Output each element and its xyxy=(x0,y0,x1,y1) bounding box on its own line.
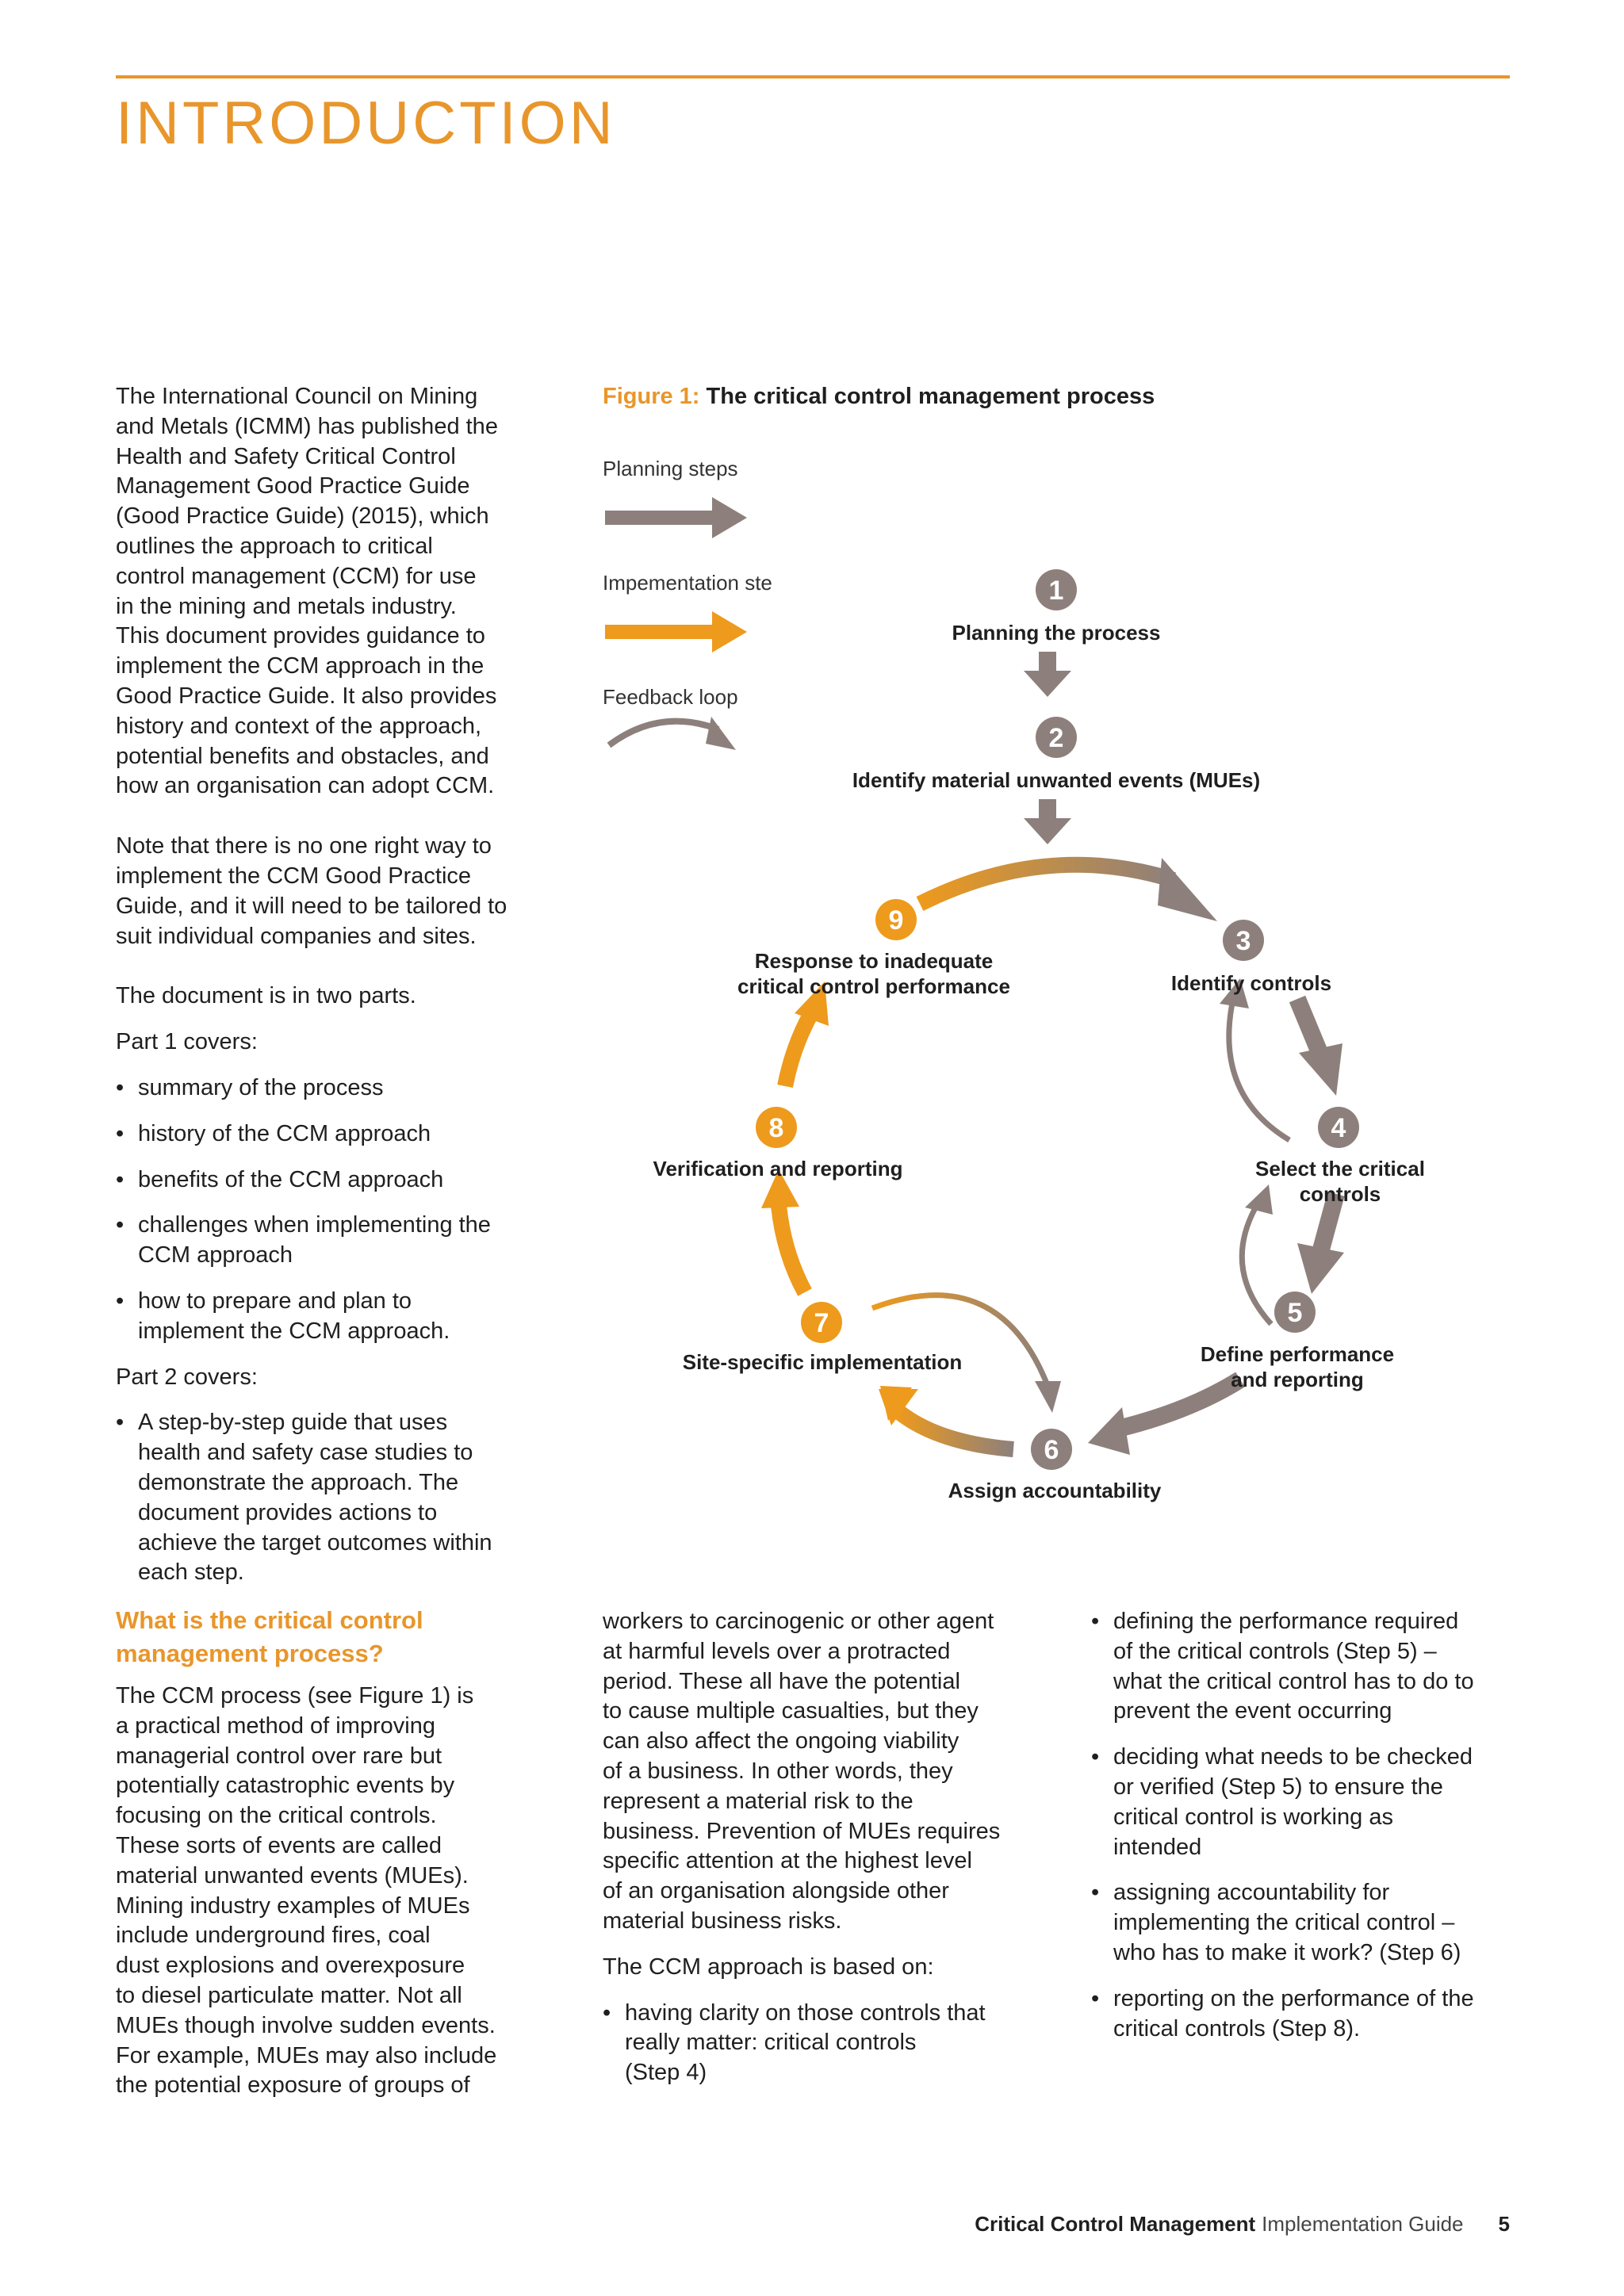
part1-list xyxy=(116,1073,544,1347)
ccm-paragraph-1: The CCM process (see Figure 1) is a practical method of improving managerial control over rare but potentially catastrophic events by focusing on the critical controls. These sorts of events are called material unwanted events (MUEs). Mining industry examples of MUEs include underground fires, coal dust explosions and overexposure to diesel particulate matter. Not all MUEs though involve sudden events. For example, MUEs may also include the potential exposure of groups of xyxy=(116,1683,497,2099)
footer-subtitle: Implementation Guide xyxy=(1262,2212,1464,2236)
figure-1 xyxy=(603,381,1515,1522)
intro-paragraph-3: The document is in two parts. xyxy=(116,983,416,1009)
arrow-1-to-2 xyxy=(1024,652,1071,697)
arrow-3-to-4 xyxy=(1297,999,1342,1096)
feedback-4-to-3 xyxy=(1220,978,1289,1140)
step-9-badge xyxy=(875,899,917,940)
middle-paragraph-2: The CCM approach is based on: xyxy=(603,1954,934,1980)
step-4-badge xyxy=(1318,1107,1359,1148)
legend-implementation-label: Impementation ste xyxy=(603,571,772,595)
list-item: • assigning accountability for implementing the critical control – who has to make it work? (Step 6) xyxy=(1091,1878,1519,1968)
list-item: • A step-by-step guide that uses health and safety case studies to demonstrate the approach. The document provides actions to achieve the target outcomes within each step. xyxy=(116,1408,544,1588)
footer-title: Critical Control Management xyxy=(975,2212,1256,2236)
step-8-number: 8 xyxy=(768,1113,784,1143)
step-5-label: Define performance and reporting xyxy=(1200,1342,1395,1391)
step-2-label: Identify material unwanted events (MUEs) xyxy=(852,768,1261,792)
figure-caption: The critical control management process xyxy=(706,384,1155,409)
list-item: • defining the performance required of the critical controls (Step 5) – what the critical control has to do to prevent the event occurring xyxy=(1091,1607,1519,1727)
step-8-label: Verification and reporting xyxy=(653,1157,903,1181)
right-list xyxy=(1091,1607,1519,2044)
step-7-badge xyxy=(801,1302,842,1343)
legend-implementation-arrow xyxy=(605,611,747,652)
list-item: • having clarity on those controls that really matter: critical controls (Step 4) xyxy=(603,1999,1055,2088)
arrow-9-to-3 xyxy=(920,858,1217,921)
arrow-7-to-8 xyxy=(761,1169,805,1292)
arrow-6-to-7 xyxy=(879,1386,1013,1449)
intro-paragraph-1: The International Council on Mining and Metals (ICMM) has published the Health and Safety Critical Control Management Good Practice Guide (Good Practice Guide) (2015), which outlines the approach to critical control management (CCM) for use in the mining and metals industry. This document provides guidance to implement the CCM approach in the Good Practice Guide. It also provides history and context of the approach, potential benefits and obstacles, and how an organisation can adopt CCM. xyxy=(116,384,498,799)
step-6-number: 6 xyxy=(1044,1435,1059,1465)
arrow-4-to-5 xyxy=(1297,1194,1344,1294)
step-3-badge xyxy=(1223,920,1264,961)
header-rule xyxy=(116,75,1510,78)
right-column xyxy=(1091,1607,1519,2060)
step-7-number: 7 xyxy=(814,1308,829,1338)
step-3-label: Identify controls xyxy=(1170,971,1332,995)
part2-heading: Part 2 covers: xyxy=(116,1364,258,1390)
list-item: • deciding what needs to be checked or verified (Step 5) to ensure the critical control is working as intended xyxy=(1091,1743,1519,1862)
step-9-label: Response to inadequate critical control performance xyxy=(737,949,1010,998)
section-subheading: What is the critical control management process? xyxy=(116,1606,423,1668)
step-7-label: Site-specific implementation xyxy=(682,1350,963,1374)
step-1-badge xyxy=(1036,569,1077,610)
step-9-number: 9 xyxy=(888,905,904,936)
arrow-2-to-cycle xyxy=(1024,799,1071,844)
step-2-number: 2 xyxy=(1048,723,1064,753)
step-5-number: 5 xyxy=(1287,1298,1303,1328)
middle-column xyxy=(603,1607,1055,2104)
legend-planning-label: Planning steps xyxy=(603,457,738,480)
step-6-badge xyxy=(1031,1429,1072,1470)
step-5-badge xyxy=(1274,1292,1316,1333)
list-item: • reporting on the performance of the critical controls (Step 8). xyxy=(1091,1984,1519,2045)
middle-list xyxy=(603,1999,1055,2088)
step-4-label: Select the critical controls xyxy=(1255,1157,1425,1206)
page-footer xyxy=(975,2212,1510,2237)
part2-list xyxy=(116,1408,544,1588)
page-title: INTRODUCTION xyxy=(116,90,616,157)
step-8-badge xyxy=(756,1107,797,1148)
step-4-number: 4 xyxy=(1331,1113,1346,1143)
middle-paragraph-1: workers to carcinogenic or other agent at harmful levels over a protracted period. These all have the potential to cause multiple casualties, but they can also affect the ongoing viability of a business. In other words, they represent a material risk to the business. Prevention of MUEs requires specific attention at the highest level of an organisation alongside other material business risks. xyxy=(603,1609,1001,1934)
step-2-badge xyxy=(1036,717,1077,758)
legend-planning-arrow xyxy=(605,497,747,538)
legend-feedback-arrow xyxy=(609,717,736,750)
step-1-number: 1 xyxy=(1048,576,1064,606)
step-6-label: Assign accountability xyxy=(948,1479,1162,1502)
list-item: • benefits of the CCM approach xyxy=(116,1165,544,1196)
intro-paragraph-2: Note that there is no one right way to implement the CCM Good Practice Guide, and it will need to be tailored to suit individual companies and sites. xyxy=(116,833,508,949)
legend-feedback-label: Feedback loop xyxy=(603,685,738,709)
left-column xyxy=(116,382,544,2117)
list-item: • summary of the process xyxy=(116,1073,544,1104)
part1-heading: Part 1 covers: xyxy=(116,1029,258,1055)
list-item: • how to prepare and plan to implement the CCM approach. xyxy=(116,1287,544,1347)
list-item: • challenges when implementing the CCM approach xyxy=(116,1211,544,1271)
list-item: • history of the CCM approach xyxy=(116,1119,544,1150)
step-1-label: Planning the process xyxy=(952,621,1161,645)
figure-label: Figure 1: xyxy=(603,384,700,409)
step-3-number: 3 xyxy=(1235,926,1251,956)
page-number: 5 xyxy=(1498,2212,1510,2236)
